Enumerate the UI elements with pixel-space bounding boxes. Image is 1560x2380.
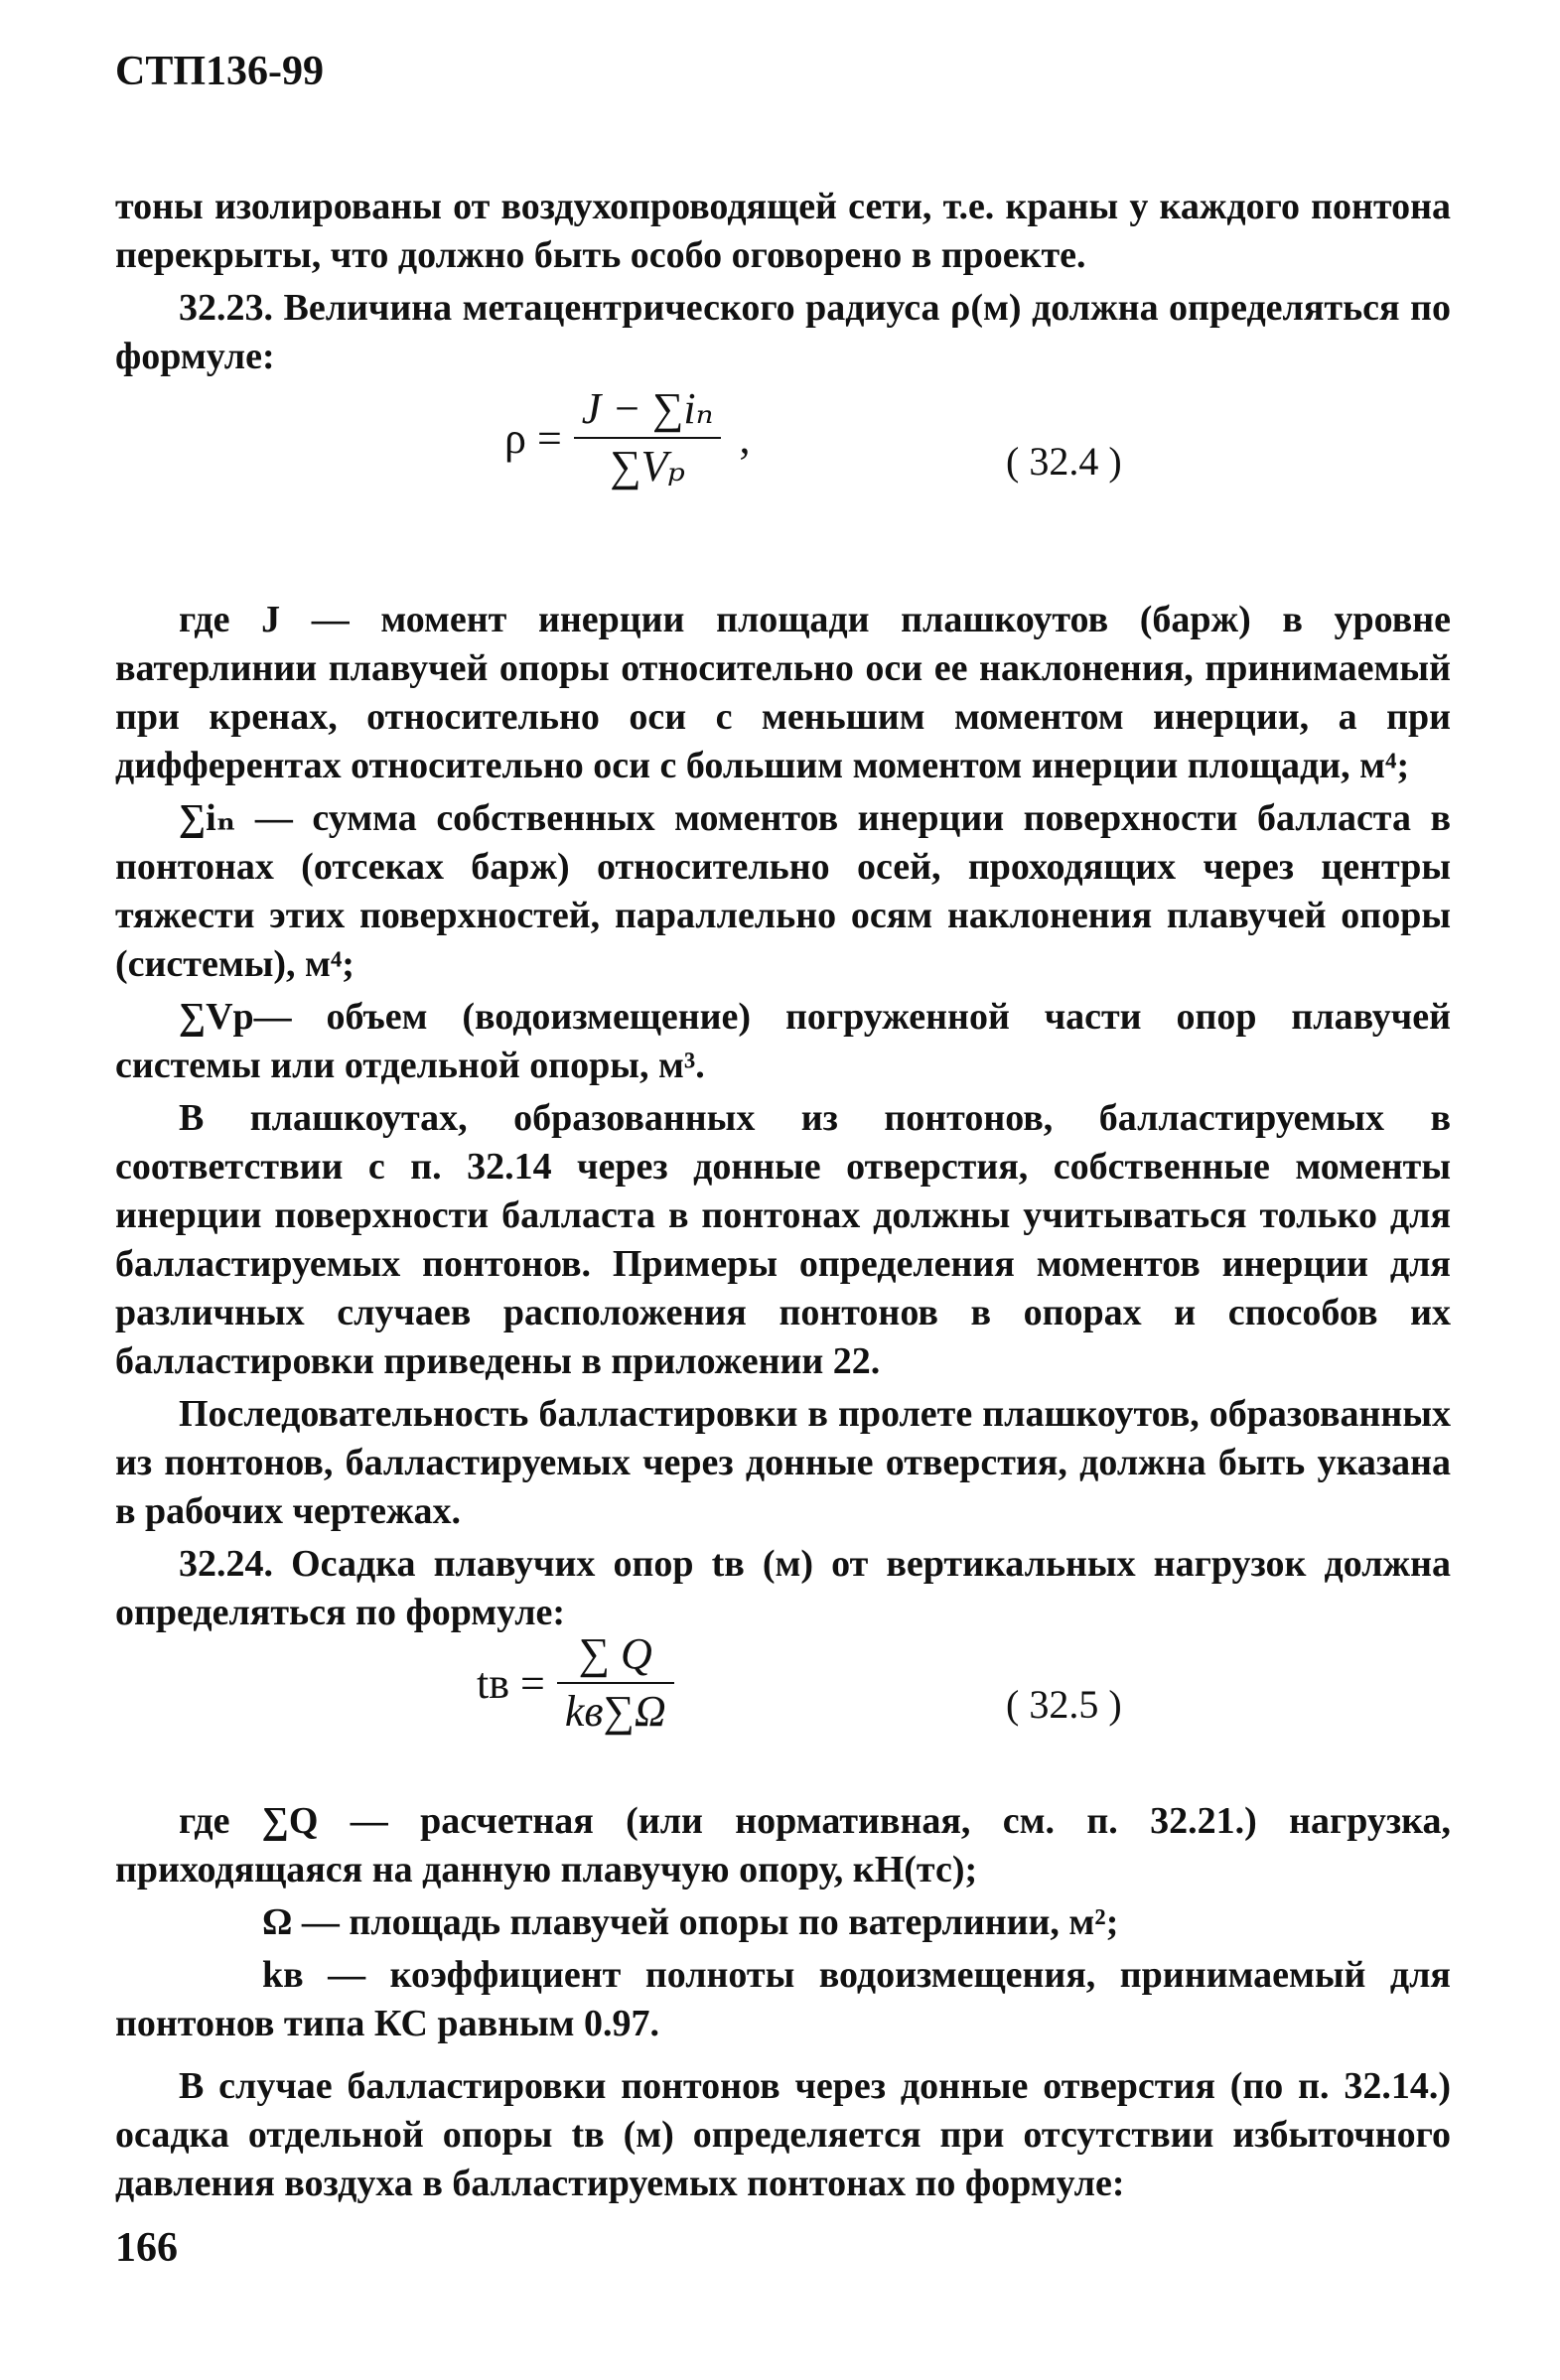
formula-32-5-fraction — [557, 1626, 674, 1740]
paragraph-32-23: 32.23. Величина метацентрического радиуса ρ(м) должна определяться по формуле: — [115, 287, 1451, 377]
formula-32-4 — [504, 381, 758, 494]
equation-number-32-4: ( 32.4 ) — [1006, 439, 1122, 484]
document-code-header: СТП136-99 — [115, 49, 324, 94]
definition-sum-in: ∑iₙ — сумма собственных моментов инерции поверхности балласта в понтонах (отсеках барж) относительно осей, проходящих через центры тяжести этих поверхностей, параллельно осям наклонения плавучей опоры (системы), м⁴; — [115, 797, 1451, 985]
formula-32-4-fraction — [574, 381, 722, 494]
formula-32-4-comma: , — [739, 413, 751, 463]
formula-32-4-numerator: J − ∑iₙ — [581, 384, 714, 433]
paragraph-pontoons: В плашкоутах, образованных из понтонов, балластируемых в соответствии с п. 32.14 через донные отверстия, собственные моменты инерции поверхности балласта в понтонах должны учитываться только для балластируемых понтонов. Примеры определения моментов инерции для различных случаев расположения понтонов в опорах и способов их балластировки приведены в приложении 22. — [115, 1097, 1451, 1382]
formula-32-4-lhs: ρ = — [504, 413, 562, 463]
equation-number-32-5: ( 32.5 ) — [1006, 1682, 1122, 1727]
paragraph-intro: тоны изолированы от воздухопроводящей сети, т.е. краны у каждого понтона перекрыты, что должно быть особо оговорено в проекте. — [115, 186, 1451, 276]
intro-block — [115, 183, 1451, 381]
definition-sum-q: где ∑Q — расчетная (или нормативная, см. п. 32.21.) нагрузка, приходящаяся на данную плавучую опору, кН(тс); — [115, 1800, 1451, 1890]
paragraph-last: В случае балластировки понтонов через донные отверстия (по п. 32.14.) осадка отдельной опоры tв (м) определяется при отсутствии избыточного давления воздуха в балластируемых понтонах по формуле: — [115, 2065, 1451, 2204]
formula-32-5-numerator: ∑ Q — [578, 1629, 652, 1678]
page-number: 166 — [115, 2225, 178, 2271]
definitions-32-5-block — [115, 1797, 1451, 2208]
definition-kv: kв — коэффициент полноты водоизмещения, принимаемый для понтонов типа КС равным 0.97. — [115, 1954, 1451, 2044]
paragraph-sequence: Последовательность балластировки в пролете плашкоутов, образованных из понтонов, балластируемых через донные отверстия, должна быть указана в рабочих чертежах. — [115, 1393, 1451, 1532]
formula-32-5-denominator: kв∑Ω — [564, 1687, 666, 1736]
definition-omega: Ω — площадь плавучей опоры по ватерлинии, м²; — [262, 1901, 1119, 1943]
definition-J: где J — момент инерции площади плашкоутов (барж) в уровне ватерлинии плавучей опоры относительно оси ее наклонения, принимаемый при кренах, относительно оси с меньшим моментом инерции, а при дифферентах относительно оси с большим моментом инерции площади, м⁴; — [115, 599, 1451, 786]
formula-32-5-lhs: tв = — [477, 1658, 545, 1708]
definition-sum-vp: ∑Vp— объем (водоизмещение) погруженной части опор плавучей системы или отдельной опоры, м³. — [115, 996, 1451, 1086]
formula-32-4-denominator: ∑Vₚ — [610, 442, 686, 490]
definitions-block — [115, 596, 1451, 1637]
formula-32-5 — [477, 1626, 674, 1740]
paragraph-32-24: 32.24. Осадка плавучих опор tв (м) от вертикальных нагрузок должна определяться по формуле: — [115, 1543, 1451, 1633]
